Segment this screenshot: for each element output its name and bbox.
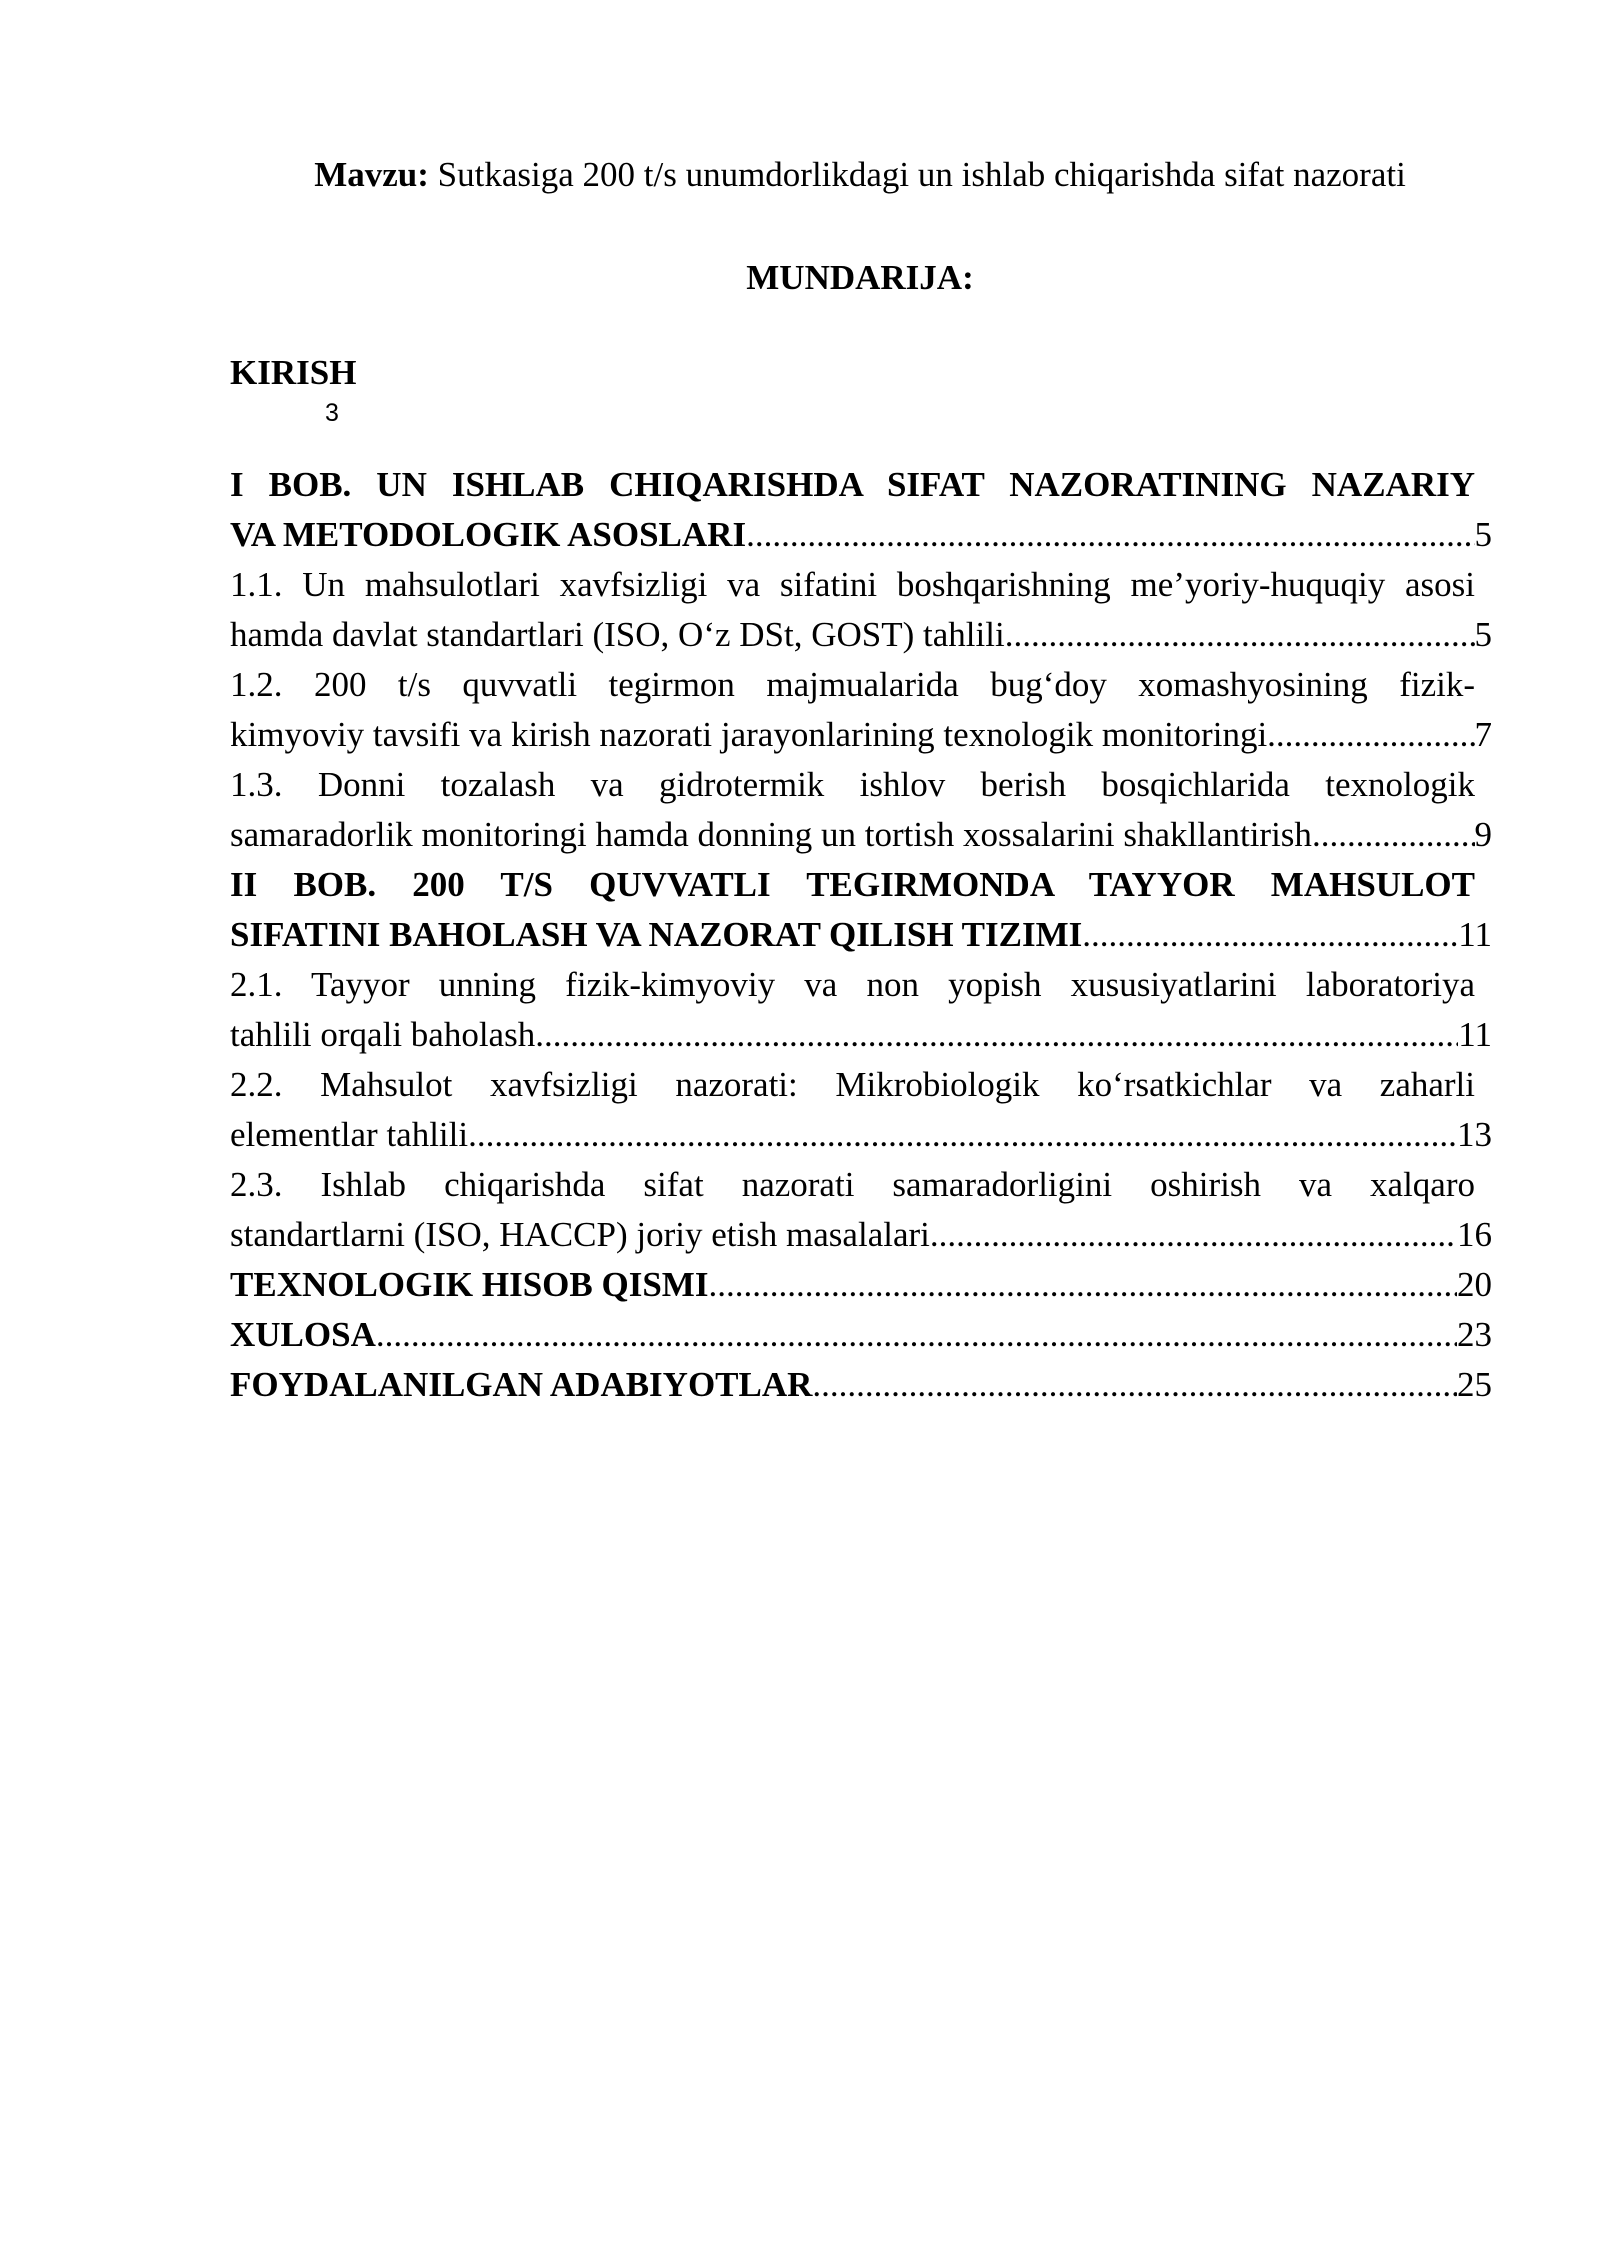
toc-entry — [230, 1060, 1492, 1160]
dot-leader — [376, 1310, 1457, 1360]
toc-entry-line: 1.1. Un mahsulotlari xavfsizligi va sifatini boshqarishning me’yoriy-huquqiy asosi — [230, 565, 1475, 604]
dot-leader — [468, 1110, 1457, 1160]
toc-entry — [230, 1360, 1492, 1410]
toc-entry-row — [230, 1010, 1492, 1060]
toc-page-number: 11 — [1458, 1015, 1492, 1054]
toc-entry-title: tahlili orqali baholash — [230, 1015, 536, 1054]
toc-entry-title: elementlar tahlili — [230, 1115, 469, 1154]
toc-entry — [230, 560, 1492, 660]
toc-entry-row — [230, 610, 1492, 660]
toc-entry-title: XULOSA — [230, 1315, 376, 1354]
toc-entry-line: 1.2. 200 t/s quvvatli tegirmon majmualarida bug‘doy xomashyosining fizik- — [230, 665, 1475, 704]
toc-entry-kirish-page: 3 — [325, 399, 339, 427]
toc-entry-row — [230, 510, 1492, 560]
toc-page-number: 11 — [1458, 915, 1492, 954]
toc-entry-row — [230, 1360, 1492, 1410]
toc-entry — [230, 460, 1492, 560]
toc-entry-title: kimyoviy tavsifi va kirish nazorati jarayonlarining texnologik monitoringi — [230, 715, 1268, 754]
dot-leader — [746, 510, 1474, 560]
toc-entry-title: FOYDALANILGAN ADABIYOTLAR — [230, 1365, 813, 1404]
toc-page-number: 23 — [1457, 1315, 1492, 1354]
toc-entry-line: 2.3. Ishlab chiqarishda sifat nazorati samaradorligini oshirish va xalqaro — [230, 1165, 1475, 1204]
toc-heading: MUNDARIJA: — [746, 258, 974, 297]
toc-entry-row — [230, 810, 1492, 860]
toc-page-number: 7 — [1474, 715, 1492, 754]
toc-entry-title: hamda davlat standartlari (ISO, O‘z DSt, GOST) tahlili — [230, 615, 1005, 654]
toc-entry-line: I BOB. UN ISHLAB CHIQARISHDA SIFAT NAZORATINING NAZARIY — [230, 465, 1475, 504]
toc-entry-kirish-title: KIRISH — [230, 353, 357, 392]
toc-entry — [230, 960, 1492, 1060]
toc-page-number: 5 — [1474, 515, 1492, 554]
toc-entry-row — [230, 1110, 1492, 1160]
toc-page-number: 13 — [1457, 1115, 1492, 1154]
toc-page-number: 20 — [1457, 1265, 1492, 1304]
dot-leader — [1082, 910, 1458, 960]
toc-entry — [230, 1160, 1492, 1260]
toc-entry-row — [230, 1260, 1492, 1310]
toc-page-number: 9 — [1474, 815, 1492, 854]
toc-entry-title: TEXNOLOGIK HISOB QISMI — [230, 1265, 709, 1304]
toc-entry-row — [230, 910, 1492, 960]
toc-entry-title: samaradorlik monitoringi hamda donning un tortish xossalarini shakllantirish — [230, 815, 1312, 854]
toc-entry-line: 2.2. Mahsulot xavfsizligi nazorati: Mikrobiologik ko‘rsatkichlar va zaharli — [230, 1065, 1475, 1104]
dot-leader — [1005, 610, 1475, 660]
toc-entry-line: 1.3. Donni tozalash va gidrotermik ishlov berish bosqichlarida texnologik — [230, 765, 1475, 804]
toc-entry — [230, 1260, 1492, 1310]
toc-page-number: 5 — [1474, 615, 1492, 654]
toc-entry — [230, 1310, 1492, 1360]
toc-entry — [230, 760, 1492, 860]
dot-leader — [1267, 710, 1474, 760]
dot-leader — [812, 1360, 1457, 1410]
dot-leader — [708, 1260, 1457, 1310]
dot-leader — [930, 1210, 1457, 1260]
dot-leader — [1312, 810, 1475, 860]
toc-entry — [230, 860, 1492, 960]
toc-entry-title: standartlarni (ISO, HACCP) joriy etish masalalari — [230, 1215, 930, 1254]
toc-entry-row — [230, 1310, 1492, 1360]
table-of-contents — [230, 348, 1492, 1410]
toc-page-number: 25 — [1457, 1365, 1492, 1404]
toc-entry-row — [230, 710, 1492, 760]
topic-label: Mavzu: — [314, 155, 429, 194]
toc-entry-title: SIFATINI BAHOLASH VA NAZORAT QILISH TIZIMI — [230, 915, 1083, 954]
document-topic — [0, 150, 1600, 200]
toc-entry-title: VA METODOLOGIK ASOSLARI — [230, 515, 747, 554]
toc-entry-line: 2.1. Tayyor unning fizik-kimyoviy va non yopish xususiyatlarini laboratoriya — [230, 965, 1475, 1004]
toc-entry — [230, 660, 1492, 760]
toc-page-number: 16 — [1457, 1215, 1492, 1254]
topic-text: Sutkasiga 200 t/s unumdorlikdagi un ishlab chiqarishda sifat nazorati — [428, 155, 1406, 194]
toc-entry-line: II BOB. 200 T/S QUVVATLI TEGIRMONDA TAYYOR MAHSULOT — [230, 865, 1475, 904]
dot-leader — [535, 1010, 1458, 1060]
toc-entry-row — [230, 1210, 1492, 1260]
